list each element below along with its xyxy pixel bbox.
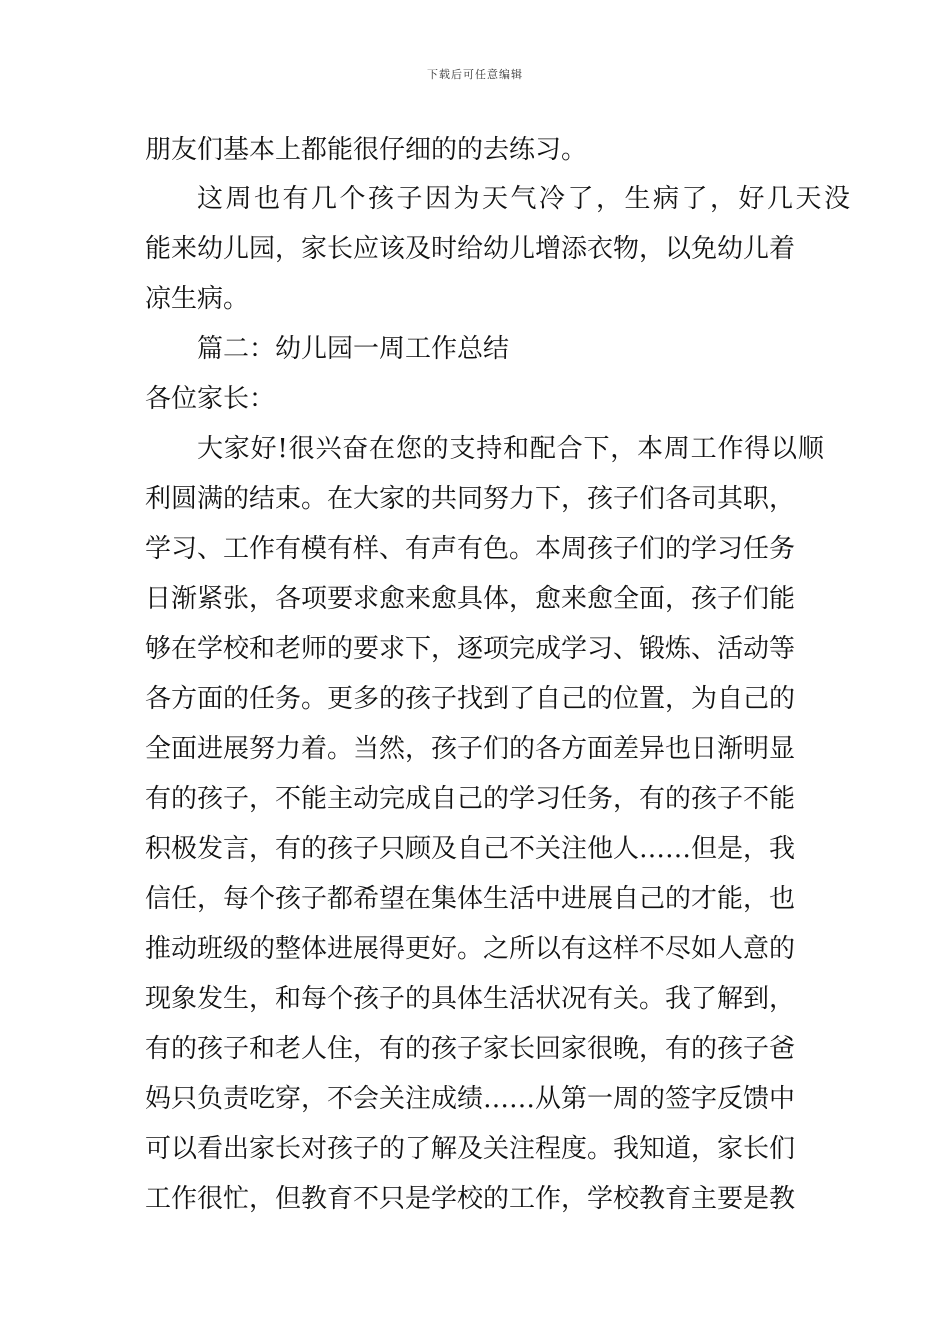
salutation: 各位家长： (145, 384, 276, 414)
text-line: 够在学校和老师的要求下，逐项完成学习、锻炼、活动等 (145, 634, 796, 664)
text-line: 有的孩子，不能主动完成自己的学习任务，有的孩子不能 (145, 784, 796, 814)
text-line: 利圆满的结束。在大家的共同努力下，孩子们各司其职， (145, 484, 796, 514)
text-line: 工作很忙，但教育不只是学校的工作，学校教育主要是教 (145, 1184, 796, 1214)
text-line: 日渐紧张，各项要求愈来愈具体，愈来愈全面，孩子们能 (145, 584, 796, 614)
section-heading: 篇二：幼儿园一周工作总结 (197, 334, 510, 364)
text-line: 这周也有几个孩子因为天气冷了，生病了，好几天没 (197, 184, 853, 214)
text-line: 现象发生，和每个孩子的具体生活状况有关。我了解到， (145, 984, 796, 1014)
text-line: 全面进展努力着。当然，孩子们的各方面差异也日渐明显 (145, 734, 796, 764)
text-line: 能来幼儿园，家长应该及时给幼儿增添衣物，以免幼儿着 (145, 234, 796, 264)
text-line: 大家好!很兴奋在您的支持和配合下，本周工作得以顺 (197, 434, 825, 464)
page-header: 下载后可任意编辑 (427, 68, 523, 81)
text-line: 朋友们基本上都能很仔细的的去练习。 (145, 135, 588, 165)
text-line: 凉生病。 (145, 284, 250, 314)
text-line: 积极发言，有的孩子只顾及自己不关注他人……但是，我 (145, 834, 796, 864)
text-line: 有的孩子和老人住，有的孩子家长回家很晚，有的孩子爸 (145, 1034, 796, 1064)
text-line: 推动班级的整体进展得更好。之所以有这样不尽如人意的 (145, 934, 796, 964)
text-line: 可以看出家长对孩子的了解及关注程度。我知道，家长们 (145, 1134, 796, 1164)
text-line: 学习、工作有模有样、有声有色。本周孩子们的学习任务 (145, 534, 796, 564)
text-line: 各方面的任务。更多的孩子找到了自己的位置，为自己的 (145, 684, 796, 714)
text-line: 信任，每个孩子都希望在集体生活中进展自己的才能，也 (145, 884, 796, 914)
text-line: 妈只负责吃穿，不会关注成绩……从第一周的签字反馈中 (145, 1084, 796, 1114)
